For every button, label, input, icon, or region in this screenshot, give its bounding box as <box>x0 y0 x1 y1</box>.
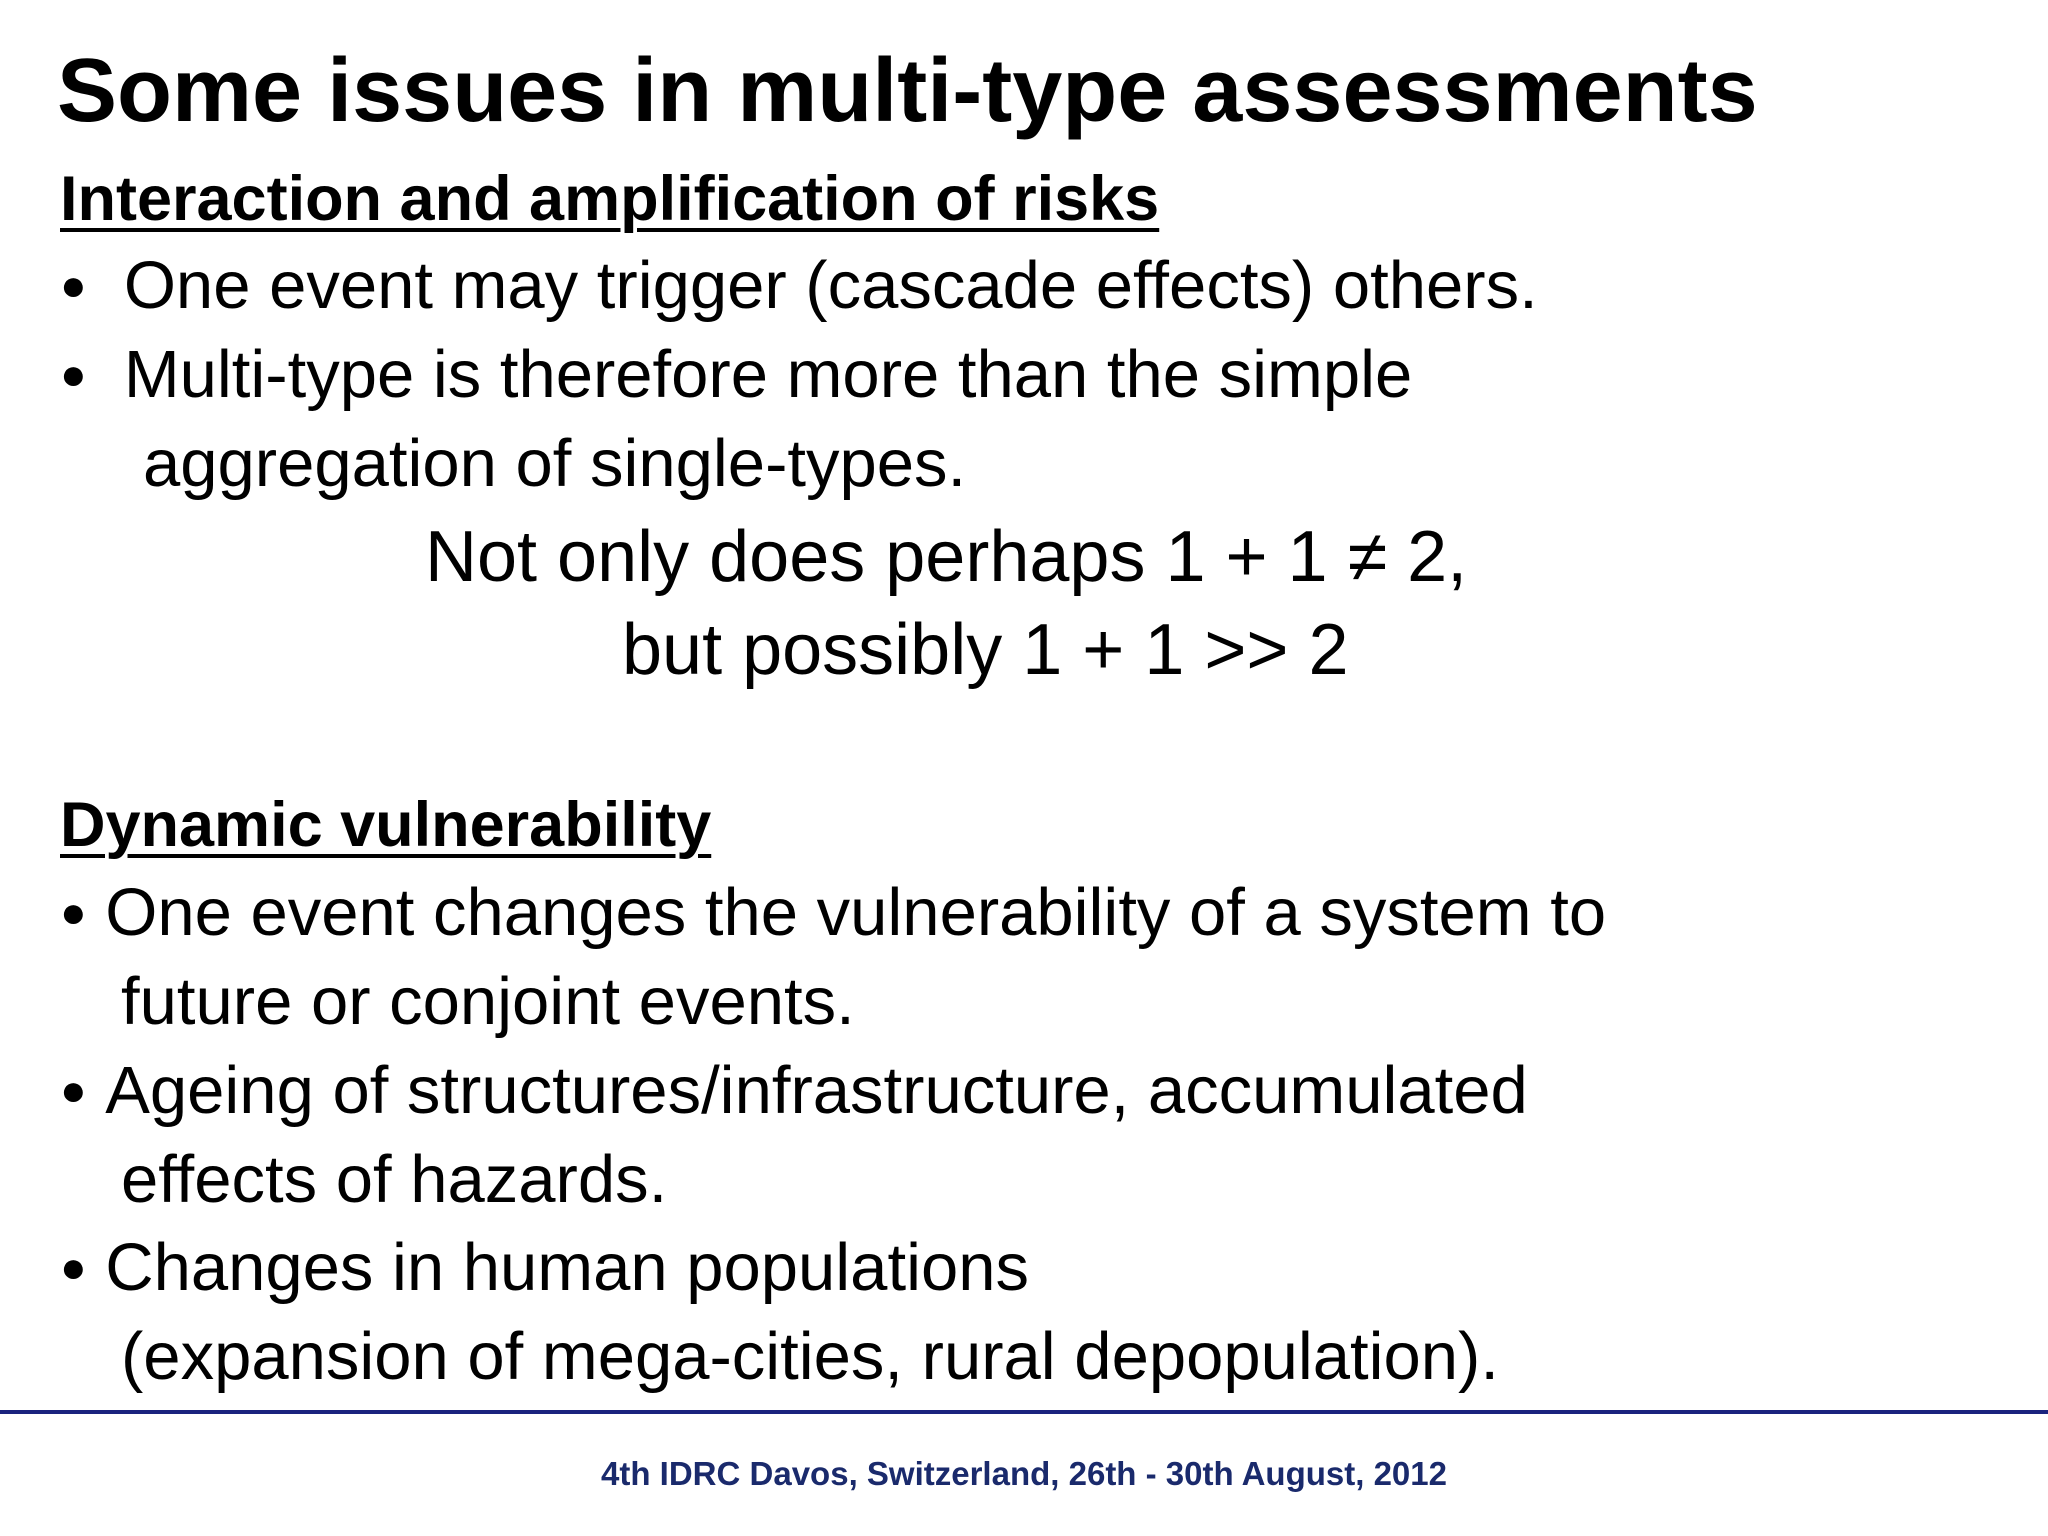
bullet-icon: ● <box>60 888 87 937</box>
bullet-text: Changes in human populations <box>105 1230 1029 1305</box>
slide-title: Some issues in multi-type assessments <box>57 41 1758 141</box>
bullet-continuation: (expansion of mega-cities, rural depopulation). <box>121 1319 1499 1394</box>
bullet-text: One event may trigger (cascade effects) others. <box>123 248 1538 323</box>
footer-divider <box>0 1410 2048 1414</box>
footer-conference-text: 4th IDRC Davos, Switzerland, 26th - 30th August, 2012 <box>601 1455 1447 1492</box>
bullet-icon: ● <box>60 1243 87 1292</box>
bullet-text: Ageing of structures/infrastructure, accumulated <box>105 1053 1528 1128</box>
bullet-icon: ● <box>60 1066 87 1115</box>
bullet-item-ageing <box>60 1051 1528 1131</box>
bullet-icon: ● <box>60 350 87 399</box>
section-heading-dynamic-vulnerability: Dynamic vulnerability <box>60 790 712 860</box>
emphasis-line-2: but possibly 1 + 1 >> 2 <box>622 610 1349 690</box>
bullet-item-populations <box>60 1228 1029 1308</box>
bullet-continuation: aggregation of single-types. <box>143 426 967 501</box>
bullet-item-cascade <box>60 246 1538 326</box>
emphasis-line-1: Not only does perhaps 1 + 1 ≠ 2, <box>425 517 1468 597</box>
bullet-icon: ● <box>60 261 87 310</box>
bullet-text: Multi-type is therefore more than the simple <box>123 337 1413 412</box>
bullet-item-multi-type <box>60 335 1412 415</box>
bullet-continuation: effects of hazards. <box>121 1142 668 1217</box>
bullet-item-vulnerability-change <box>60 873 1606 953</box>
bullet-text: One event changes the vulnerability of a system to <box>105 875 1607 950</box>
section-heading-interaction: Interaction and amplification of risks <box>60 164 1160 234</box>
bullet-continuation: future or conjoint events. <box>121 964 855 1039</box>
